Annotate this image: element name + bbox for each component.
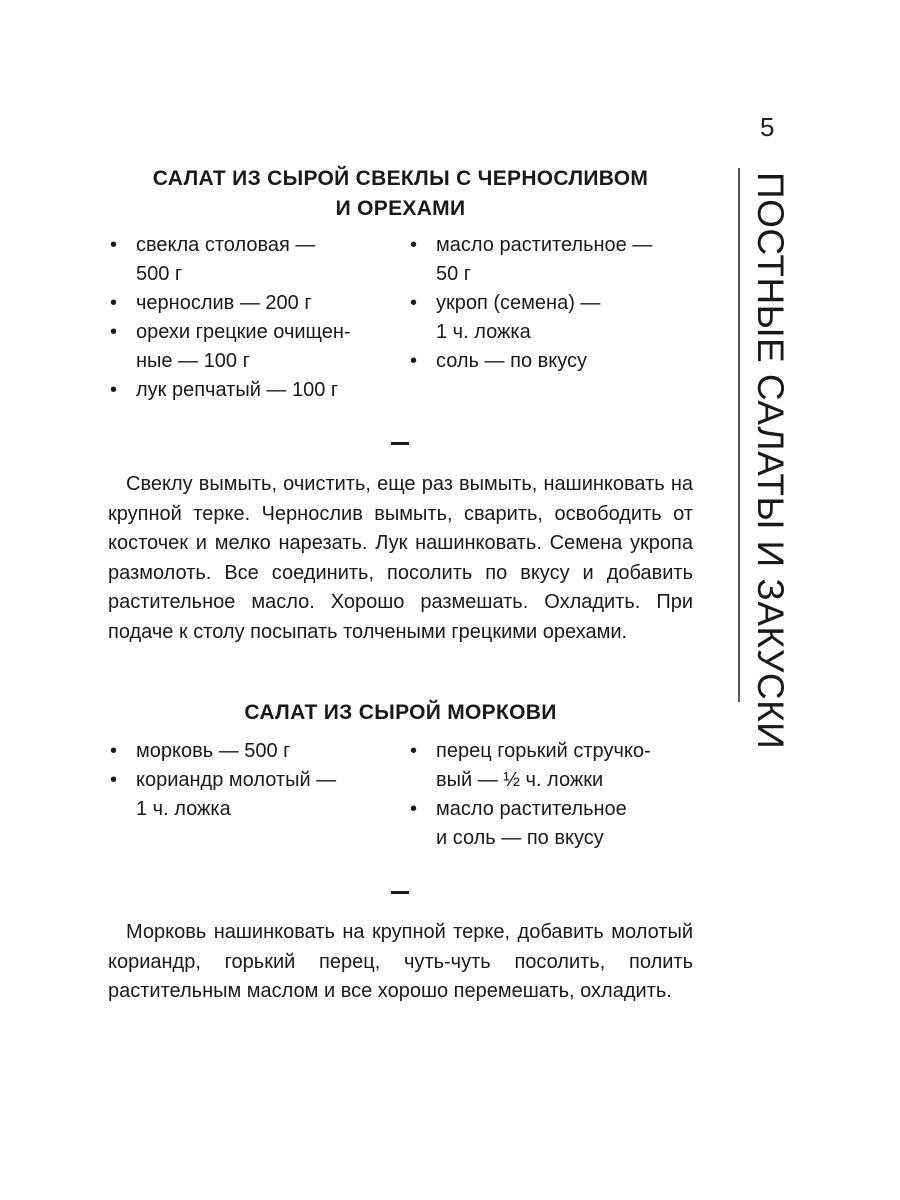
ingredient-item: • масло растительное и соль — по вкусу xyxy=(408,795,698,853)
ingredient-item: • орехи грецкие очищен- ные — 100 г xyxy=(108,318,408,376)
page-number: 5 xyxy=(760,112,775,142)
ingredient-item: • лук репчатый — 100 г xyxy=(108,376,408,405)
recipe-title xyxy=(108,164,693,224)
ingredient-item: • морковь — 500 г xyxy=(108,737,408,766)
recipe-instructions: Свеклу вымыть, очистить, еще раз вымыть, нашинковать на крупной терке. Чернослив вымыть, сварить, освободить от косточек и мелко нарезать. Лук нашинковать. Семена укропа размолоть. Все соединить, посолить по вкусу и добавить растительное масло. Хорошо размешать. Охладить. При подаче к столу посыпать толчеными грецкими орехами. xyxy=(108,473,693,643)
recipe-instructions: Морковь нашинковать на крупной терке, добавить молотый кориандр, горький перец, чуть-чуть посолить, полить растительным маслом и все хорошо перемешать, охладить. xyxy=(108,921,693,1002)
ingredient-item: • свекла столовая — 500 г xyxy=(108,231,408,289)
recipe-title-line: И ОРЕХАМИ xyxy=(335,197,466,220)
ingredient-item: • чернослив — 200 г xyxy=(108,289,408,318)
ingredient-column-right xyxy=(408,737,698,853)
ingredient-list xyxy=(108,737,698,853)
ingredient-list xyxy=(108,231,698,405)
section-dash xyxy=(391,891,409,894)
ingredient-item: • соль — по вкусу xyxy=(408,347,698,376)
chapter-title: ПОСТНЫЕ САЛАТЫ И ЗАКУСКИ xyxy=(750,172,791,750)
ingredient-item: • масло растительное — 50 г xyxy=(408,231,698,289)
ingredient-column-left xyxy=(108,737,408,853)
recipe-title xyxy=(108,698,693,728)
recipe-title-line: САЛАТ ИЗ СЫРОЙ МОРКОВИ xyxy=(244,701,557,724)
chapter-side-rule xyxy=(738,168,740,702)
section-dash xyxy=(391,442,409,445)
recipe-title-line: САЛАТ ИЗ СЫРОЙ СВЕКЛЫ С ЧЕРНОСЛИВОМ xyxy=(152,167,649,190)
ingredient-item: • кориандр молотый — 1 ч. ложка xyxy=(108,766,408,824)
ingredient-column-left xyxy=(108,231,408,405)
ingredient-item: • укроп (семена) — 1 ч. ложка xyxy=(408,289,698,347)
ingredient-column-right xyxy=(408,231,698,405)
ingredient-item: • перец горький стручко- вый — ½ ч. ложки xyxy=(408,737,698,795)
